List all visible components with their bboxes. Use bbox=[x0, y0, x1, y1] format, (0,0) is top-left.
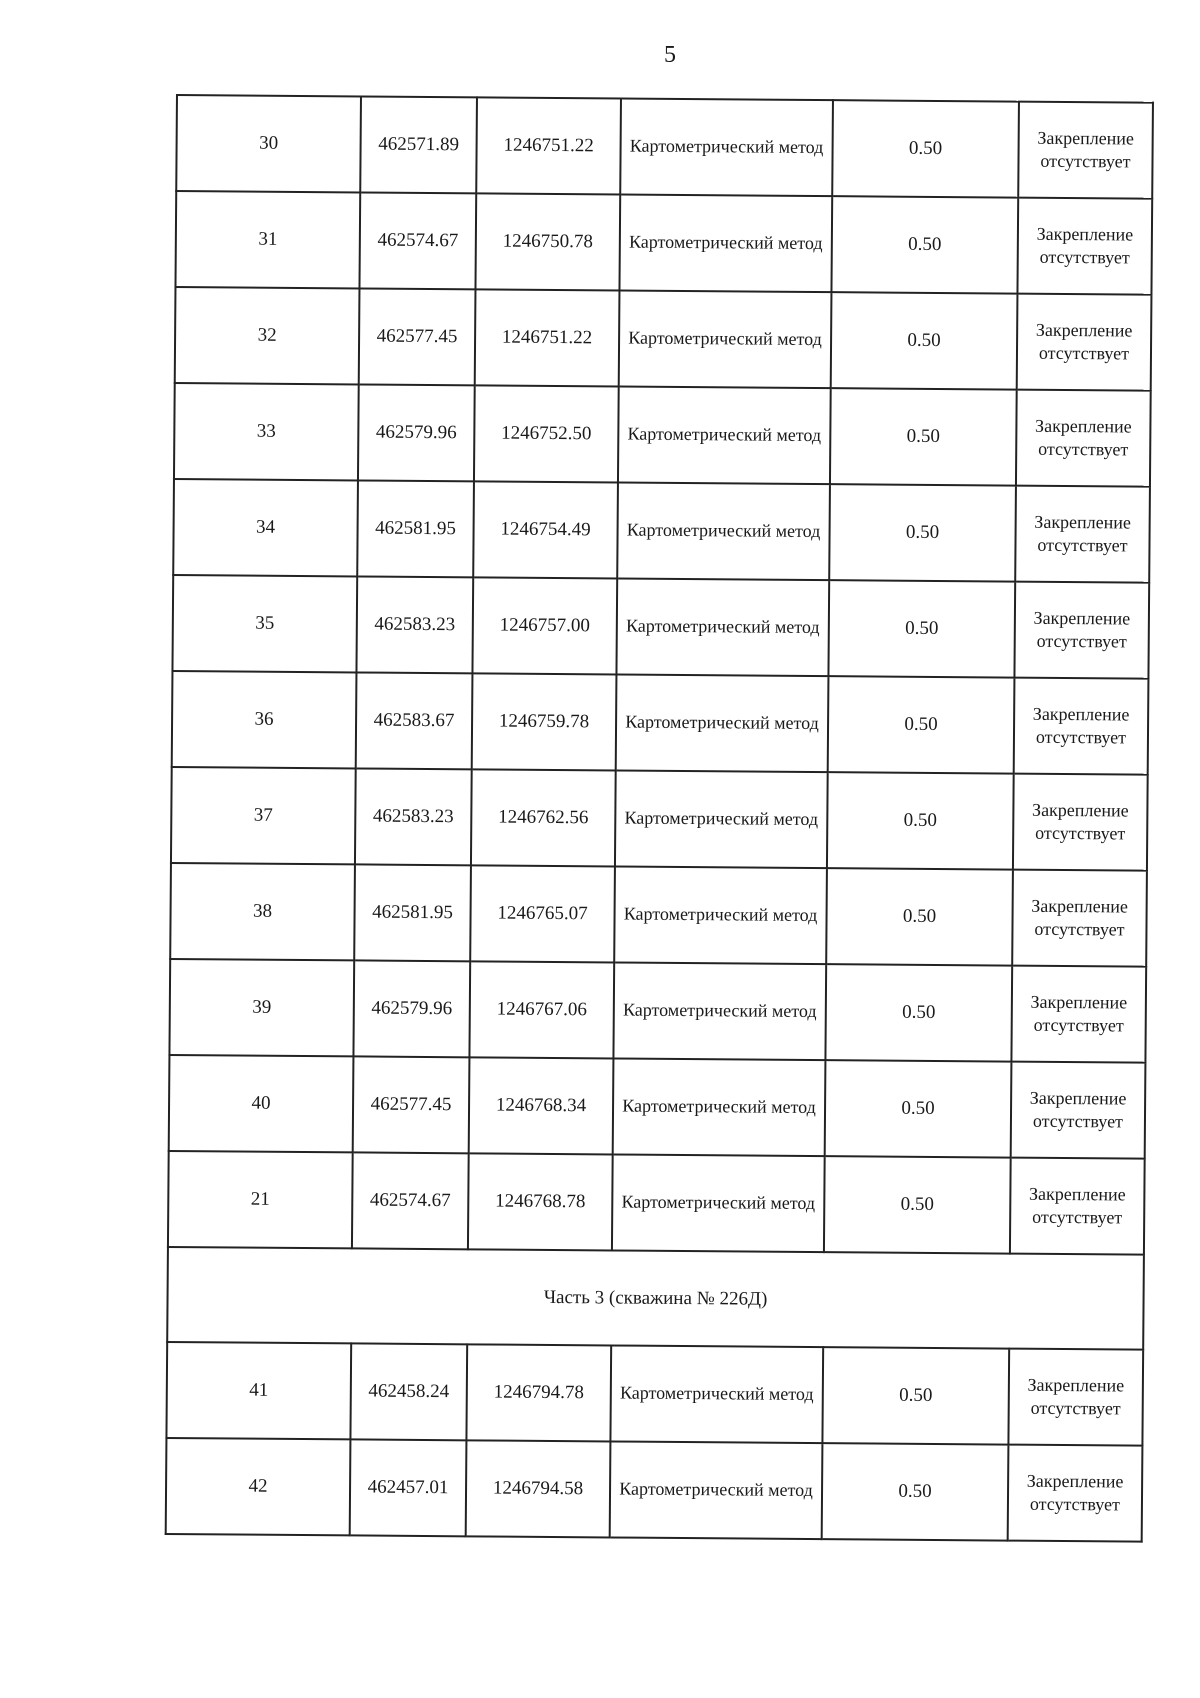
precision-cell: 0.50 bbox=[822, 1347, 1009, 1444]
y-coordinate-cell: 1246759.78 bbox=[472, 673, 617, 770]
method-cell: Картометрический метод bbox=[617, 482, 830, 580]
precision-cell: 0.50 bbox=[830, 388, 1017, 485]
method-cell: Картометрический метод bbox=[614, 866, 827, 964]
fixing-cell: Закрепление отсутствует bbox=[1011, 1062, 1146, 1159]
table-row bbox=[171, 767, 1148, 871]
y-coordinate-cell: 1246752.50 bbox=[474, 385, 619, 482]
section-title: Часть 3 (скважина № 226Д) bbox=[167, 1247, 1144, 1350]
fixing-cell: Закрепление отсутствует bbox=[1014, 678, 1149, 775]
x-coordinate-cell: 462577.45 bbox=[353, 1056, 470, 1153]
table-row bbox=[174, 383, 1151, 487]
table-row bbox=[175, 191, 1152, 295]
precision-cell: 0.50 bbox=[825, 1060, 1012, 1157]
y-coordinate-cell: 1246767.06 bbox=[469, 961, 614, 1058]
y-coordinate-cell: 1246751.22 bbox=[475, 289, 620, 386]
method-cell: Картометрический метод bbox=[613, 1058, 826, 1156]
y-coordinate-cell: 1246762.56 bbox=[471, 769, 616, 866]
section-block bbox=[167, 1247, 1144, 1350]
fixing-cell: Закрепление отсутствует bbox=[1018, 102, 1153, 199]
table-row bbox=[169, 959, 1146, 1063]
table-row bbox=[166, 1438, 1143, 1542]
table-row bbox=[172, 575, 1149, 679]
point-number-cell: 37 bbox=[171, 767, 356, 864]
precision-cell: 0.50 bbox=[824, 1156, 1011, 1253]
fixing-cell: Закрепление отсутствует bbox=[1015, 486, 1150, 583]
x-coordinate-cell: 462574.67 bbox=[352, 1152, 469, 1249]
y-coordinate-cell: 1246757.00 bbox=[472, 577, 617, 674]
precision-cell: 0.50 bbox=[829, 484, 1016, 581]
y-coordinate-cell: 1246768.78 bbox=[468, 1153, 613, 1250]
y-coordinate-cell: 1246765.07 bbox=[470, 865, 615, 962]
point-number-cell: 31 bbox=[175, 191, 360, 288]
fixing-cell: Закрепление отсутствует bbox=[1017, 294, 1152, 391]
fixing-cell: Закрепление отсутствует bbox=[1011, 966, 1146, 1063]
x-coordinate-cell: 462583.23 bbox=[355, 768, 472, 865]
x-coordinate-cell: 462457.01 bbox=[350, 1439, 467, 1536]
fixing-cell: Закрепление отсутствует bbox=[1010, 1158, 1145, 1255]
table-row bbox=[175, 287, 1152, 391]
page-number: 5 bbox=[664, 42, 676, 68]
section-row bbox=[167, 1247, 1144, 1350]
fixing-cell: Закрепление отсутствует bbox=[1016, 390, 1151, 487]
precision-cell: 0.50 bbox=[831, 196, 1018, 293]
point-number-cell: 40 bbox=[169, 1055, 354, 1152]
fixing-cell: Закрепление отсутствует bbox=[1008, 1445, 1143, 1542]
method-cell: Картометрический метод bbox=[619, 290, 832, 388]
fixing-cell: Закрепление отсутствует bbox=[1017, 198, 1152, 295]
y-coordinate-cell: 1246768.34 bbox=[469, 1057, 614, 1154]
precision-cell: 0.50 bbox=[826, 868, 1013, 965]
method-cell: Картометрический метод bbox=[615, 770, 828, 868]
fixing-cell: Закрепление отсутствует bbox=[1012, 870, 1147, 967]
method-cell: Картометрический метод bbox=[620, 98, 833, 196]
rows-before-section bbox=[168, 95, 1153, 1255]
x-coordinate-cell: 462577.45 bbox=[359, 288, 476, 385]
point-number-cell: 21 bbox=[168, 1151, 353, 1248]
method-cell: Картометрический метод bbox=[619, 194, 832, 292]
table-row bbox=[173, 479, 1150, 583]
precision-cell: 0.50 bbox=[827, 772, 1014, 869]
x-coordinate-cell: 462583.67 bbox=[356, 672, 473, 769]
method-cell: Картометрический метод bbox=[616, 578, 829, 676]
x-coordinate-cell: 462579.96 bbox=[358, 384, 475, 481]
table-row bbox=[168, 1151, 1145, 1255]
table-row bbox=[176, 95, 1153, 199]
coordinates-table bbox=[165, 94, 1154, 1543]
method-cell: Картометрический метод bbox=[616, 674, 829, 772]
x-coordinate-cell: 462458.24 bbox=[350, 1343, 467, 1440]
x-coordinate-cell: 462581.95 bbox=[354, 864, 471, 961]
method-cell: Картометрический метод bbox=[613, 962, 826, 1060]
precision-cell: 0.50 bbox=[831, 292, 1018, 389]
point-number-cell: 42 bbox=[166, 1438, 351, 1535]
method-cell: Картометрический метод bbox=[610, 1345, 823, 1443]
table-row bbox=[166, 1342, 1143, 1446]
precision-cell: 0.50 bbox=[832, 100, 1019, 197]
precision-cell: 0.50 bbox=[825, 964, 1012, 1061]
point-number-cell: 33 bbox=[174, 383, 359, 480]
table-row bbox=[170, 863, 1147, 967]
table-row bbox=[169, 1055, 1146, 1159]
point-number-cell: 39 bbox=[169, 959, 354, 1056]
rows-after-section bbox=[166, 1342, 1143, 1542]
y-coordinate-cell: 1246794.58 bbox=[466, 1440, 611, 1537]
x-coordinate-cell: 462583.23 bbox=[356, 576, 473, 673]
precision-cell: 0.50 bbox=[822, 1443, 1009, 1540]
point-number-cell: 38 bbox=[170, 863, 355, 960]
x-coordinate-cell: 462571.89 bbox=[360, 96, 477, 193]
fixing-cell: Закрепление отсутствует bbox=[1014, 582, 1149, 679]
y-coordinate-cell: 1246751.22 bbox=[476, 97, 621, 194]
method-cell: Картометрический метод bbox=[618, 386, 831, 484]
method-cell: Картометрический метод bbox=[612, 1154, 825, 1252]
fixing-cell: Закрепление отсутствует bbox=[1013, 774, 1148, 871]
point-number-cell: 35 bbox=[172, 575, 357, 672]
table-row bbox=[172, 671, 1149, 775]
point-number-cell: 34 bbox=[173, 479, 358, 576]
precision-cell: 0.50 bbox=[828, 580, 1015, 677]
method-cell: Картометрический метод bbox=[610, 1441, 823, 1539]
y-coordinate-cell: 1246750.78 bbox=[475, 193, 620, 290]
point-number-cell: 32 bbox=[175, 287, 360, 384]
x-coordinate-cell: 462574.67 bbox=[359, 192, 476, 289]
point-number-cell: 36 bbox=[172, 671, 357, 768]
x-coordinate-cell: 462579.96 bbox=[353, 960, 470, 1057]
precision-cell: 0.50 bbox=[828, 676, 1015, 773]
fixing-cell: Закрепление отсутствует bbox=[1008, 1349, 1143, 1446]
y-coordinate-cell: 1246794.78 bbox=[466, 1344, 611, 1441]
point-number-cell: 30 bbox=[176, 95, 361, 192]
y-coordinate-cell: 1246754.49 bbox=[473, 481, 618, 578]
point-number-cell: 41 bbox=[166, 1342, 351, 1439]
x-coordinate-cell: 462581.95 bbox=[357, 480, 474, 577]
